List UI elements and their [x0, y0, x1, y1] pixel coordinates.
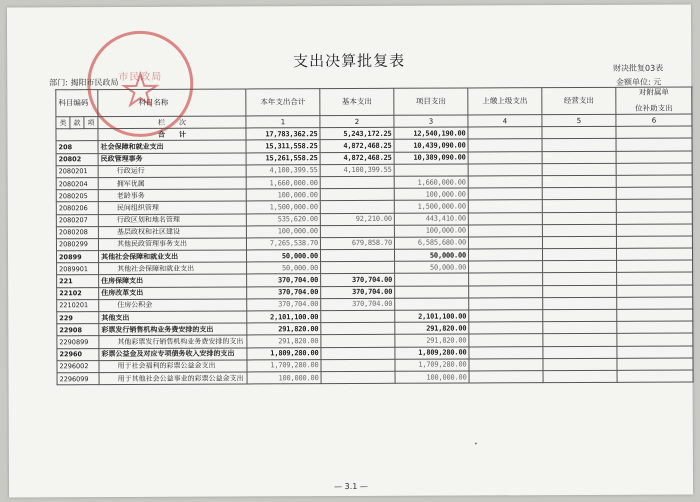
row-basic: [321, 347, 395, 360]
row-empty-cell: [468, 237, 542, 250]
row-name: 民政管理事务: [98, 153, 246, 166]
row-project: [395, 273, 469, 286]
row-empty-cell: [617, 370, 693, 383]
row-basic: [321, 371, 395, 384]
row-code: 221: [57, 275, 99, 287]
row-total: 291,820.00: [247, 335, 321, 348]
row-project: 6,585,680.00: [394, 237, 468, 250]
row-empty-cell: [616, 199, 692, 212]
col-index-2: 2: [320, 115, 394, 128]
row-empty-cell: [543, 297, 617, 310]
row-basic: [321, 335, 395, 348]
row-code: 2080299: [56, 238, 98, 250]
row-empty-cell: [617, 285, 693, 298]
row-basic: 4,872,468.25: [320, 140, 394, 153]
row-empty-cell: [468, 151, 542, 164]
row-empty-cell: [468, 212, 542, 225]
header-subsidy-line1: 对附属单: [638, 87, 669, 97]
row-code: 229: [57, 312, 99, 324]
row-code: 20899: [56, 251, 98, 263]
column-label: 栏 次: [98, 116, 246, 129]
row-empty-cell: [542, 224, 616, 237]
col-index-6: 6: [616, 114, 692, 127]
col-index-5: 5: [542, 114, 616, 127]
row-basic: 4,100,399.55: [320, 164, 394, 177]
row-basic: 4,872,468.25: [320, 152, 394, 165]
row-name: 住房公积金: [99, 299, 247, 312]
row-empty-cell: [617, 297, 693, 310]
table-row: [57, 370, 693, 385]
row-name: 其他社会保障和就业支出: [99, 262, 247, 275]
document-sheet: [7, 5, 693, 498]
row-code: 208: [56, 141, 98, 153]
row-basic: [321, 322, 395, 335]
row-code: 2296002: [57, 360, 99, 372]
row-empty-cell: [543, 273, 617, 286]
row-total: 15,261,558.25: [246, 152, 320, 165]
row-name: 行政区划和地名管理: [98, 213, 246, 226]
total-value: 17,783,362.25: [246, 128, 320, 141]
row-total: 370,704.00: [247, 286, 321, 299]
row-empty-cell: [543, 334, 617, 347]
project-value: 12,540,190.00: [394, 127, 468, 140]
row-basic: 370,704.00: [321, 274, 395, 287]
row-code: 22908: [57, 324, 99, 336]
row-project: 443,410.00: [394, 212, 468, 225]
row-project: 10,389,090.00: [394, 152, 468, 165]
row-empty-cell: [542, 236, 616, 249]
row-total: 1,709,280.00: [247, 359, 321, 372]
header-row: [56, 87, 692, 117]
row-empty-cell: [617, 248, 693, 261]
row-total: 100,000.00: [247, 372, 321, 385]
row-empty-cell: [469, 358, 543, 371]
row-basic: [321, 249, 395, 262]
department-row: [49, 77, 118, 88]
row-total: 535,620.00: [246, 213, 320, 226]
row-project: [395, 298, 469, 311]
row-code: 2080204: [56, 178, 98, 190]
row-total: 50,000.00: [247, 250, 321, 263]
row-name: 其他民政管理事务支出: [98, 238, 246, 251]
page-title: 支出决算批复表: [293, 51, 406, 71]
row-name: 用于其他社会公益事业的彩票公益金支出: [99, 372, 247, 385]
header-project: 项目支出: [394, 88, 468, 115]
amount-unit: 金额单位: 元: [615, 77, 662, 87]
row-empty-cell: [468, 163, 542, 176]
row-empty-cell: [543, 322, 617, 335]
row-name: 其他社会保障和就业支出: [99, 250, 247, 263]
level-lei: 类: [56, 117, 70, 129]
row-project: 10,439,090.00: [394, 139, 468, 152]
row-empty-cell: [616, 163, 692, 176]
row-name: 其他彩票发行销售机构业务费安排的支出: [99, 335, 247, 348]
row-project: 291,820.00: [395, 322, 469, 335]
header-code: 科目编码: [56, 90, 98, 117]
row-name: 民间组织管理: [98, 201, 246, 214]
row-empty-cell: [469, 334, 543, 347]
seal-text: 市民政局: [118, 71, 163, 84]
row-total: 1,500,000.00: [246, 201, 320, 214]
row-empty-cell: [617, 358, 693, 371]
row-code: 2089901: [57, 263, 99, 275]
header-upper: 上缴上级支出: [468, 88, 542, 115]
row-project: 50,000.00: [395, 261, 469, 274]
row-total: 15,311,558.25: [246, 140, 320, 153]
row-basic: [320, 188, 394, 201]
row-basic: 370,704.00: [321, 286, 395, 299]
row-basic: [320, 176, 394, 189]
row-code: 22960: [57, 348, 99, 360]
row-basic: [321, 262, 395, 275]
row-empty-cell: [617, 272, 693, 285]
row-total: 100,000.00: [246, 225, 320, 238]
row-empty-cell: [542, 163, 616, 176]
row-name: 彩票发行销售机构业务费安排的支出: [99, 323, 247, 336]
row-code: 2080207: [56, 214, 98, 226]
row-empty-cell: [616, 187, 692, 200]
row-total: 2,101,100.00: [247, 311, 321, 324]
row-name: 行政运行: [98, 165, 246, 178]
paper-speck: [475, 442, 477, 444]
row-total: 50,000.00: [247, 262, 321, 275]
row-basic: [320, 225, 394, 238]
col-index-4: 4: [468, 115, 542, 128]
row-basic: [321, 310, 395, 323]
row-empty-cell: [469, 249, 543, 262]
header-business: 经营支出: [542, 87, 616, 114]
row-project: [394, 164, 468, 177]
row-empty-cell: [542, 139, 616, 152]
row-empty-cell: [469, 297, 543, 310]
row-code: 2080206: [56, 202, 98, 214]
row-total: 7,265,538.70: [246, 238, 320, 251]
row-basic: [321, 359, 395, 372]
row-project: 100,000.00: [394, 225, 468, 238]
expenditure-table: [55, 87, 693, 386]
level-xiang: 项: [84, 117, 98, 129]
row-empty-cell: [543, 309, 617, 322]
row-empty-cell: [469, 346, 543, 359]
row-project: 1,500,000.00: [394, 200, 468, 213]
row-empty-cell: [617, 309, 693, 322]
row-total: 100,000.00: [246, 189, 320, 202]
row-project: 100,000.00: [395, 371, 469, 384]
row-empty-cell: [468, 224, 542, 237]
row-project: 1,809,280.00: [395, 347, 469, 360]
row-total: 370,704.00: [247, 274, 321, 287]
row-empty-cell: [542, 212, 616, 225]
row-empty-cell: [543, 285, 617, 298]
header-basic: 基本支出: [320, 88, 394, 115]
row-empty-cell: [616, 175, 692, 188]
row-empty-cell: [469, 310, 543, 323]
row-empty-cell: [543, 370, 617, 383]
row-empty-cell: [617, 333, 693, 346]
row-empty-cell: [543, 261, 617, 274]
header-name: 科目名称: [98, 89, 246, 117]
row-total: 4,100,399.55: [246, 164, 320, 177]
row-project: [395, 286, 469, 299]
row-code: 22102: [57, 287, 99, 299]
row-project: 291,820.00: [395, 334, 469, 347]
header-subsidy-line2: 位补助支出: [635, 103, 673, 113]
row-empty-cell: [469, 261, 543, 274]
row-name: 其他支出: [99, 311, 247, 324]
department-value: 揭阳市民政局: [70, 78, 119, 88]
row-total: 370,704.00: [247, 298, 321, 311]
row-name: 基层政权和社区建设: [98, 226, 246, 239]
row-empty-cell: [616, 212, 692, 225]
row-code: 2210201: [57, 299, 99, 311]
form-code: 财决批复03表: [612, 63, 664, 73]
row-code: 2080208: [56, 226, 98, 238]
row-total: 291,820.00: [247, 323, 321, 336]
row-code: 2290899: [57, 336, 99, 348]
row-empty-cell: [542, 151, 616, 164]
row-code: 20802: [56, 153, 98, 165]
department-label: 部门:: [49, 78, 68, 88]
row-basic: 679,858.70: [320, 237, 394, 250]
row-basic: [320, 201, 394, 214]
row-empty-cell: [617, 260, 693, 273]
row-empty-cell: [468, 176, 542, 189]
row-empty-cell: [468, 139, 542, 152]
row-project: 100,000.00: [394, 188, 468, 201]
row-name: 住房保障支出: [99, 274, 247, 287]
row-total: 1,809,280.00: [247, 347, 321, 360]
row-project: 1,709,280.00: [395, 359, 469, 372]
row-name: 拥军优属: [98, 177, 246, 190]
row-empty-cell: [616, 236, 692, 249]
row-empty-cell: [469, 285, 543, 298]
row-empty-cell: [617, 346, 693, 359]
total-label: 合 计: [98, 128, 246, 141]
table-body: [56, 138, 693, 385]
row-name: 老龄事务: [98, 189, 246, 202]
row-empty-cell: [542, 175, 616, 188]
row-basic: 92,210.00: [320, 213, 394, 226]
row-empty-cell: [543, 248, 617, 261]
row-name: 彩票公益金及对应专项债务收入安排的支出: [99, 348, 247, 361]
row-empty-cell: [542, 187, 616, 200]
row-empty-cell: [616, 224, 692, 237]
row-project: 2,101,100.00: [395, 310, 469, 323]
row-project: 50,000.00: [395, 249, 469, 262]
header-total: 本年支出合计: [246, 89, 320, 116]
row-empty-cell: [543, 358, 617, 371]
row-basic: 370,704.00: [321, 298, 395, 311]
row-empty-cell: [542, 200, 616, 213]
row-empty-cell: [469, 371, 543, 384]
row-empty-cell: [468, 200, 542, 213]
row-code: 2296099: [57, 373, 99, 385]
row-code: 2080201: [56, 165, 98, 177]
row-empty-cell: [543, 346, 617, 359]
row-empty-cell: [468, 188, 542, 201]
row-empty-cell: [616, 138, 692, 151]
row-empty-cell: [469, 322, 543, 335]
col-index-1: 1: [246, 116, 320, 129]
row-name: 社会保障和就业支出: [98, 140, 246, 153]
row-name: 用于社会福利的彩票公益金支出: [99, 360, 247, 373]
row-project: 1,660,000.00: [394, 176, 468, 189]
header-subsidy: [616, 87, 692, 114]
row-empty-cell: [617, 321, 693, 334]
row-name: 住房改革支出: [99, 287, 247, 300]
row-total: 1,660,000.00: [246, 177, 320, 190]
page-number: — 3.1 —: [334, 481, 368, 492]
row-code: 2080205: [56, 190, 98, 202]
col-index-3: 3: [394, 115, 468, 128]
basic-value: 5,243,172.25: [320, 127, 394, 140]
row-empty-cell: [616, 151, 692, 164]
row-empty-cell: [469, 273, 543, 286]
level-kuan: 款: [70, 117, 84, 129]
